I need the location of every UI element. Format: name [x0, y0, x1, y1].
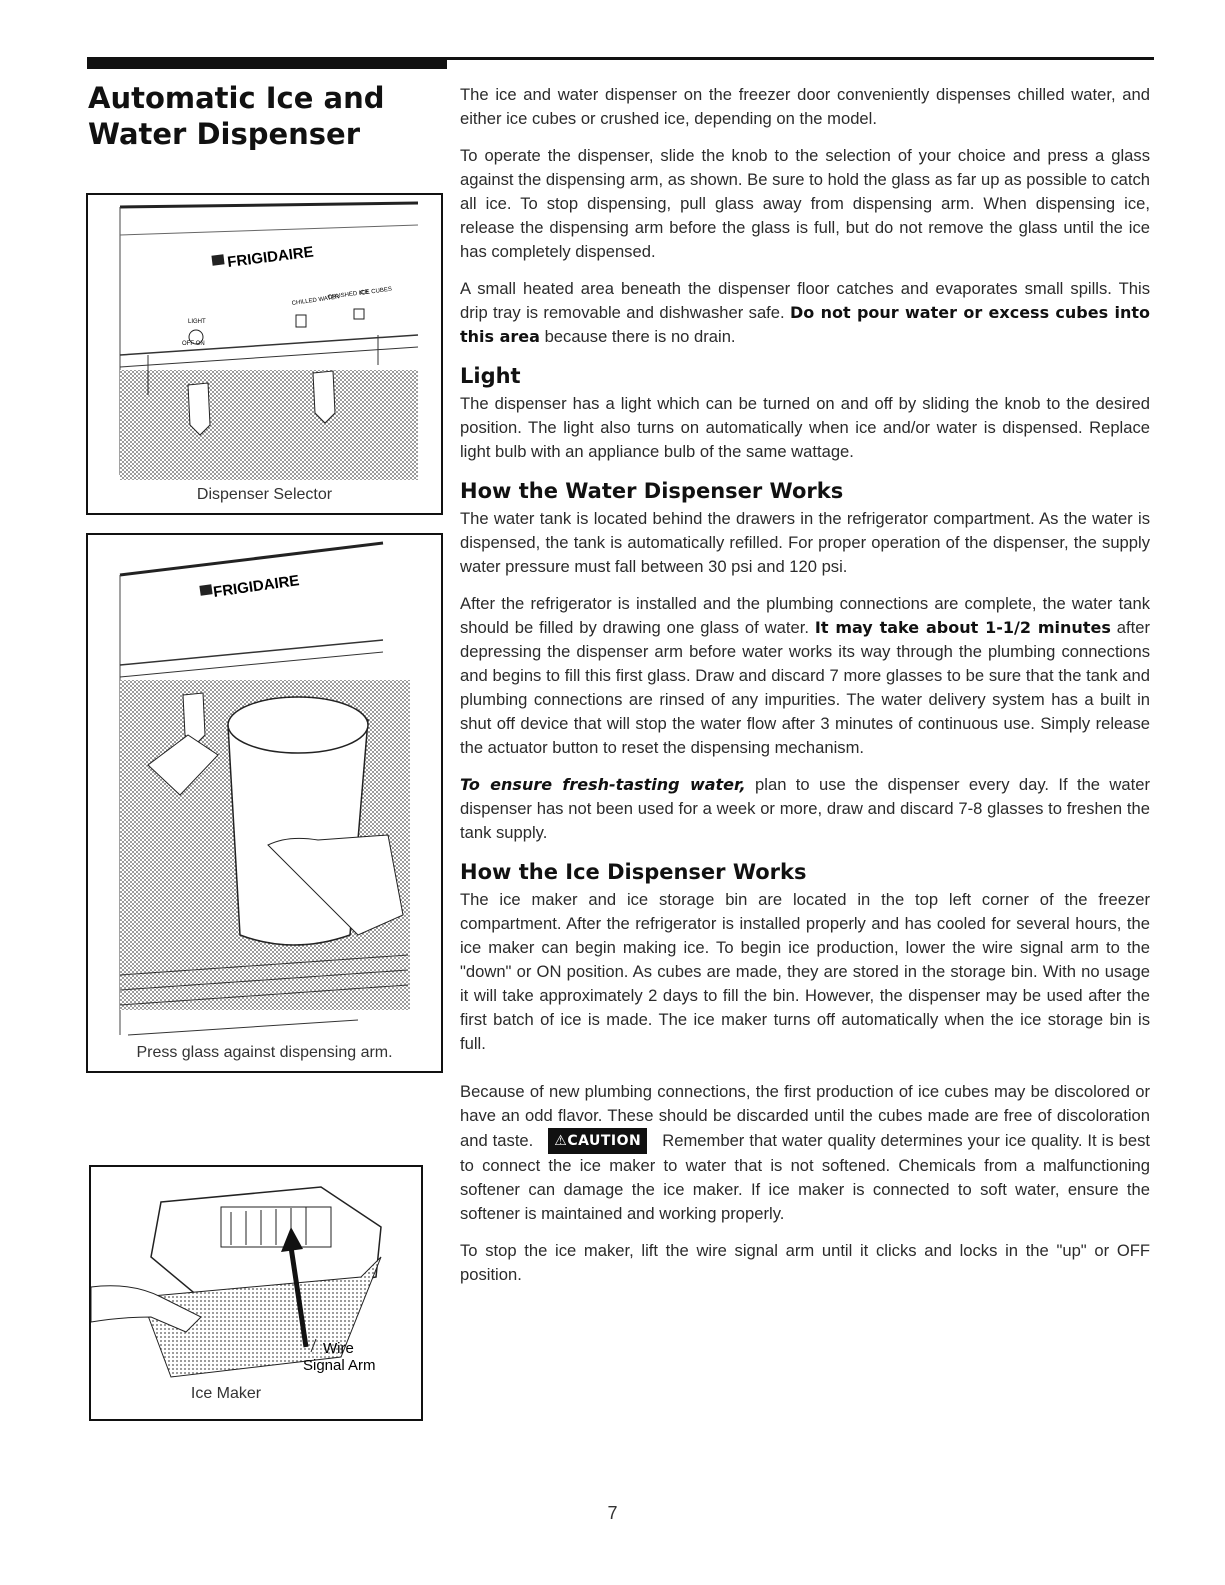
ice-cubes-label: ICE CUBES	[359, 286, 393, 297]
water-paragraph-3	[460, 773, 1150, 845]
ice-text-end: Remember that water quality determines your ice quality. It is best to connect the ice maker to water that is not softened. Chemicals from a malfunctioning softener can damage the ice maker. If ice maker is connected to soft water, ensure the softener is maintained and working properly.	[460, 1131, 1150, 1223]
dispenser-cavity	[120, 370, 418, 480]
intro-paragraph-3	[460, 277, 1150, 349]
header-rule-thin	[447, 57, 1154, 60]
figure-press-glass	[86, 533, 443, 1073]
dispenser-selector-illustration	[88, 195, 441, 513]
warning-triangle-icon: ⚠	[554, 1133, 568, 1149]
light-label: LIGHT	[188, 319, 206, 325]
water-text-end: after depressing the dispenser arm before water works its way through the plumbing connections and begins to fill this first glass. Draw and discard 7 more glasses to be sure that the tank and plumbing connections are rinsed of any impurities. The water delivery system has a built in shut off device that will stop the water flow after 3 minutes of continuous use. Simply release the actuator button to reset the dispensing mechanism.	[460, 618, 1150, 757]
caution-label: CAUTION	[567, 1133, 642, 1149]
figure-caption: Ice Maker	[190, 1385, 262, 1402]
page-title	[88, 80, 448, 152]
brand-logo-mark	[199, 584, 212, 596]
water-paragraph-1: The water tank is located behind the drawers in the refrigerator compartment. As the water is dispensed, the tank is automatically refilled. For proper operation of the dispenser, the supply water pressure must fall between 30 psi and 120 psi.	[460, 509, 1150, 576]
body-column	[460, 83, 1150, 1300]
brand-logo-text: FRIGIDAIRE	[226, 243, 315, 271]
fresh-water-text: plan to use the dispenser every day. If the water dispenser has not been used for a week or more, draw and discard 7-8 glasses to freshen the tank supply.	[460, 775, 1150, 842]
intro-paragraph-1: The ice and water dispenser on the freezer door conveniently dispenses chilled water, and either ice cubes or crushed ice, depending on the model.	[460, 85, 1150, 128]
caution-badge	[548, 1128, 647, 1154]
water-paragraph-2	[460, 592, 1150, 760]
signal-arm-label: Signal Arm	[303, 1357, 376, 1374]
brand-logo-mark	[211, 254, 224, 265]
wire-label: Wire	[323, 1340, 354, 1357]
water-text-start: After the refrigerator is installed and the plumbing connections are complete, the water tank should be filled by drawing one glass of water.	[460, 594, 1150, 637]
section-heading-water: How the Water Dispenser Works	[460, 479, 844, 503]
page-number: 7	[607, 1503, 618, 1523]
fresh-water-tip: To ensure fresh-tasting water,	[460, 775, 746, 794]
intro-paragraph-2: To operate the dispenser, slide the knob to the selection of your choice and press a glass against the dispensing arm, as shown. Be sure to hold the glass as far up as possible to catch all ice. To stop dispensing, pull glass away from dispensing arm. When dispensing ice, release the dispensing arm before the glass is full, but do not remove the glass until the ice has completely dispensed.	[460, 146, 1150, 261]
drip-tray-warning: Do not pour water or excess cubes into this area	[460, 303, 1150, 346]
ice-paragraph-2	[460, 1080, 1150, 1226]
page-title-line2: Water Dispenser	[88, 117, 361, 151]
figure-ice-maker	[89, 1165, 423, 1421]
section-heading-ice: How the Ice Dispenser Works	[460, 860, 807, 884]
ice-paragraph-3: To stop the ice maker, lift the wire signal arm until it clicks and locks in the "up" or OFF position.	[460, 1241, 1150, 1284]
figure-dispenser-selector	[86, 193, 443, 515]
chilled-water-label: CHILLED WATER	[291, 294, 340, 307]
crushed-ice-label: CRUSHED ICE	[327, 289, 370, 301]
light-paragraph: The dispenser has a light which can be turned on and off by sliding the knob to the desired position. The light also turns on automatically when ice and/or water is dispensed. Replace light bulb with an appliance bulb of the same wattage.	[460, 394, 1150, 461]
page-title-line1: Automatic Ice and	[88, 81, 385, 115]
header-rule-thick	[87, 57, 447, 69]
ice-maker-illustration	[91, 1167, 421, 1419]
drip-tray-text-end: because there is no drain.	[544, 327, 736, 346]
water-time-notice: It may take about 1-1/2 minutes	[814, 618, 1111, 637]
water-icon	[296, 315, 306, 327]
ice-paragraph-1: The ice maker and ice storage bin are located in the top left corner of the freezer compartment. After the refrigerator is installed properly and has cooled for several hours, the ice maker can begin making ice. To begin ice production, lower the wire signal arm to the "down" or ON position. As cubes are made, they are stored in the storage bin. With no usage it will take approximately 2 days to fill the bin. However, the dispenser may be used after the first batch of ice is made. The ice maker turns off automatically when the ice storage bin is full.	[460, 890, 1150, 1053]
brand-logo-text: FRIGIDAIRE	[212, 572, 301, 601]
figure-caption: Press glass against dispensing arm.	[136, 1044, 393, 1061]
drip-tray-text: A small heated area beneath the dispenser floor catches and evaporates small spills. This drip tray is removable and dishwasher safe.	[460, 279, 1150, 322]
press-glass-illustration	[88, 535, 441, 1071]
ice-text-start: Because of new plumbing connections, the first production of ice cubes may be discolored or have an odd flavor. These should be discarded until the cubes made are free of discoloration and taste.	[460, 1082, 1150, 1150]
off-on-label: OFF ON	[182, 341, 205, 347]
section-heading-light: Light	[460, 364, 521, 388]
cubes-icon	[354, 309, 364, 319]
glass-rim	[228, 697, 368, 753]
figure-caption: Dispenser Selector	[196, 486, 333, 503]
